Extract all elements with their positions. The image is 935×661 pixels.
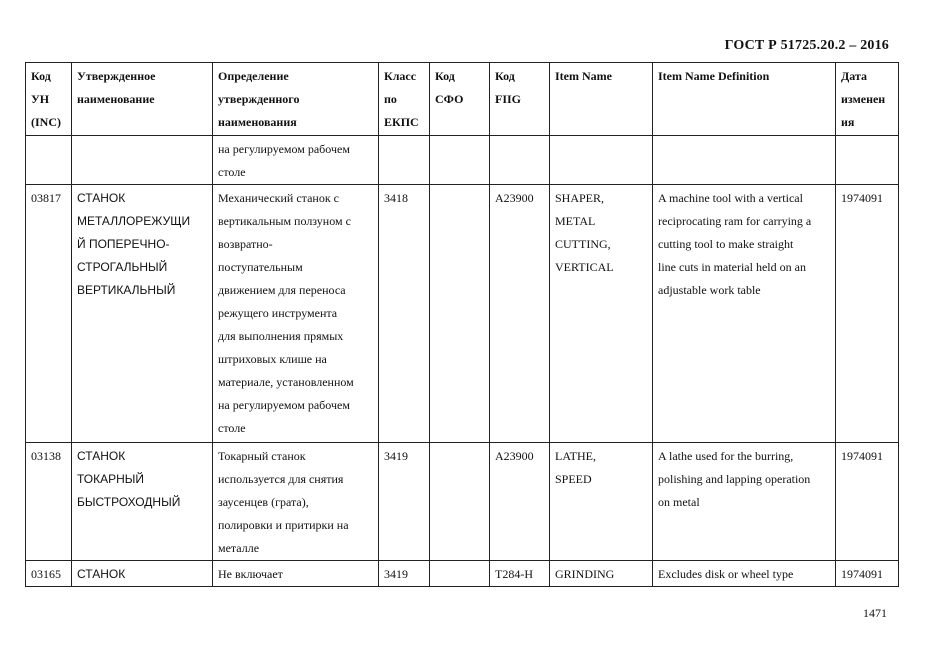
cell-item-name-definition: A machine tool with a vertical reciprocating ram for carrying a cutting tool to make straight line cuts in material held on an adjustable work table xyxy=(653,185,836,443)
table-row xyxy=(26,443,899,561)
cell-sfo-code xyxy=(430,443,490,561)
cell-change-date: 1974091 xyxy=(836,185,899,443)
cell-fiig-code: A23900 xyxy=(490,185,550,443)
column-header-inc: Код УН (INC) xyxy=(26,63,72,136)
column-header-definition: Определение утвержденного наименования xyxy=(213,63,379,136)
cell-item-name-definition: Excludes disk or wheel type xyxy=(653,561,836,587)
column-header-change-date: Дата изменен ия xyxy=(836,63,899,136)
cell-inc: 03138 xyxy=(26,443,72,561)
table-row xyxy=(26,561,899,587)
cell-definition: Не включает xyxy=(213,561,379,587)
cell-approved-name: СТАНОК xyxy=(72,561,213,587)
column-header-approved-name: Утвержденное наименование xyxy=(72,63,213,136)
column-header-fiig-code: Код FIIG xyxy=(490,63,550,136)
data-table xyxy=(25,62,899,587)
cell-definition: Токарный станок используется для снятия заусенцев (грата), полировки и притирки на металле xyxy=(213,443,379,561)
cell-item-name-definition xyxy=(653,136,836,185)
cell-inc: 03165 xyxy=(26,561,72,587)
cell-change-date xyxy=(836,136,899,185)
cell-inc: 03817 xyxy=(26,185,72,443)
table-row xyxy=(26,185,899,443)
cell-ekps-class: 3418 xyxy=(379,185,430,443)
cell-approved-name: СТАНОК МЕТАЛЛОРЕЖУЩИ Й ПОПЕРЕЧНО- СТРОГАЛЬНЫЙ ВЕРТИКАЛЬНЫЙ xyxy=(72,185,213,443)
cell-ekps-class: 3419 xyxy=(379,443,430,561)
page-number: 1471 xyxy=(863,606,887,620)
column-header-item-name-definition: Item Name Definition xyxy=(653,63,836,136)
column-header-item-name: Item Name xyxy=(550,63,653,136)
cell-inc xyxy=(26,136,72,185)
cell-item-name: SHAPER, METAL CUTTING, VERTICAL xyxy=(550,185,653,443)
cell-definition: Механический станок с вертикальным ползуном с возвратно- поступательным движением для переноса режущего инструмента для выполнения прямых штриховых клише на материале, установленном на регулируемом рабочем столе xyxy=(213,185,379,443)
cell-approved-name: СТАНОК ТОКАРНЫЙ БЫСТРОХОДНЫЙ xyxy=(72,443,213,561)
table-header-row xyxy=(26,63,899,136)
column-header-sfo-code: Код СФО xyxy=(430,63,490,136)
cell-sfo-code xyxy=(430,136,490,185)
cell-ekps-class: 3419 xyxy=(379,561,430,587)
cell-change-date: 1974091 xyxy=(836,443,899,561)
cell-ekps-class xyxy=(379,136,430,185)
cell-item-name: LATHE, SPEED xyxy=(550,443,653,561)
cell-fiig-code: T284-H xyxy=(490,561,550,587)
cell-item-name: GRINDING xyxy=(550,561,653,587)
column-header-ekps-class: Класс по ЕКПС xyxy=(379,63,430,136)
cell-change-date: 1974091 xyxy=(836,561,899,587)
document-header: ГОСТ Р 51725.20.2 – 2016 xyxy=(724,38,889,53)
cell-sfo-code xyxy=(430,561,490,587)
cell-fiig-code xyxy=(490,136,550,185)
cell-item-name-definition: A lathe used for the burring, polishing and lapping operation on metal xyxy=(653,443,836,561)
cell-fiig-code: A23900 xyxy=(490,443,550,561)
cell-sfo-code xyxy=(430,185,490,443)
table-row xyxy=(26,136,899,185)
cell-item-name xyxy=(550,136,653,185)
cell-approved-name xyxy=(72,136,213,185)
cell-definition: на регулируемом рабочем столе xyxy=(213,136,379,185)
